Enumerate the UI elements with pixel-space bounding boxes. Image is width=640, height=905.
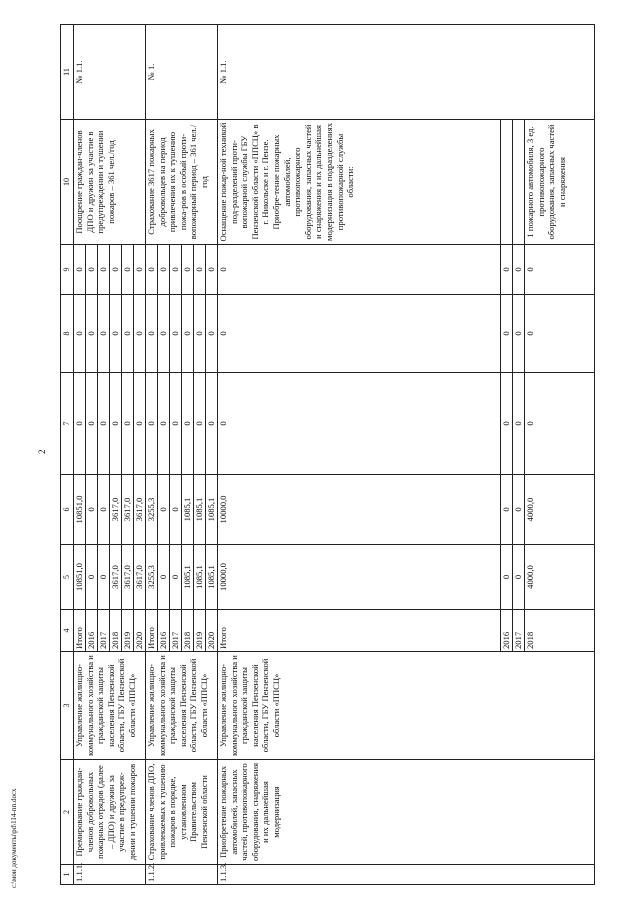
header-cell: 2 [61, 760, 74, 865]
value-cell: 0 [98, 475, 110, 545]
value-cell: 10000,0 [218, 475, 501, 545]
value-cell: 0 [194, 373, 206, 475]
empty-cell [501, 120, 513, 245]
value-cell: 0 [134, 373, 146, 475]
value-cell: 0 [170, 475, 182, 545]
value-cell: 0 [158, 295, 170, 373]
value-cell: 1085,1 [194, 545, 206, 610]
value-cell: 0 [98, 373, 110, 475]
value-cell: 0 [134, 295, 146, 373]
value-cell: 0 [218, 245, 501, 295]
value-cell: 3617,0 [122, 545, 134, 610]
value-cell: 0 [122, 245, 134, 295]
year-cell: Итого [74, 610, 86, 652]
table-row [146, 25, 158, 885]
value-cell: 0 [98, 545, 110, 610]
value-cell: 0 [513, 545, 525, 610]
value-cell: 0 [525, 373, 595, 475]
value-cell: 0 [74, 373, 86, 475]
rotated-table-container [60, 25, 620, 885]
value-cell: 0 [182, 295, 194, 373]
activity-name: Премирование граждан-членов добровольных пожарных отрядов (далее – ДПО) и дружин за участие в предупреж-дении и тушении пожаров [74, 760, 146, 865]
value-cell: 1085,1 [182, 475, 194, 545]
value-cell: 0 [170, 245, 182, 295]
value-cell: 0 [170, 373, 182, 475]
value-cell: 1085,1 [206, 475, 218, 545]
year-cell: 2017 [98, 610, 110, 652]
value-cell: 0 [218, 295, 501, 373]
value-cell: 0 [122, 373, 134, 475]
value-cell: 1085,1 [182, 545, 194, 610]
value-cell: 0 [501, 245, 513, 295]
value-cell: 0 [513, 245, 525, 295]
value-cell: 0 [158, 545, 170, 610]
header-row [61, 25, 74, 885]
value-cell: 0 [501, 545, 513, 610]
year-cell: 2017 [170, 610, 182, 652]
value-cell: 0 [122, 295, 134, 373]
value-cell: 0 [194, 245, 206, 295]
value-cell: 0 [74, 295, 86, 373]
value-cell: 0 [525, 245, 595, 295]
header-cell: 6 [61, 475, 74, 545]
value-cell: 3617,0 [122, 475, 134, 545]
activity-name: Страхование членов ДПО, привлекаемых к тушению пожаров в порядке, установленном Правительством Пензенской области [146, 760, 218, 865]
year-cell: 2018 [182, 610, 194, 652]
value-cell: 4000,0 [525, 475, 595, 545]
value-cell: 0 [194, 295, 206, 373]
empty-cell [513, 120, 525, 245]
indicator-ref: № 1.1. [218, 25, 595, 120]
value-cell: 10000,0 [218, 545, 501, 610]
value-cell: 0 [206, 245, 218, 295]
value-cell: 0 [182, 245, 194, 295]
header-cell: 1 [61, 865, 74, 885]
year-cell: Итого [146, 610, 158, 652]
value-cell: 3617,0 [110, 475, 122, 545]
year-cell: 2020 [134, 610, 146, 652]
table-row [218, 25, 501, 885]
value-cell: 10851,0 [74, 545, 86, 610]
value-cell: 0 [501, 373, 513, 475]
year-cell: 2017 [513, 610, 525, 652]
header-cell: 3 [61, 652, 74, 760]
header-cell: 5 [61, 545, 74, 610]
value-cell: 0 [110, 295, 122, 373]
value-cell: 0 [86, 245, 98, 295]
value-cell: 0 [74, 245, 86, 295]
value-cell: 0 [218, 373, 501, 475]
value-cell: 1085,1 [194, 475, 206, 545]
activity-code: 1.1.2. [146, 865, 218, 885]
table-row [74, 25, 86, 885]
page-number: 2 [37, 449, 47, 454]
year-cell: 2019 [194, 610, 206, 652]
value-cell: 0 [206, 373, 218, 475]
year-cell: 2016 [501, 610, 513, 652]
activity-executor: Управление жилищно-коммунального хозяйства и гражданской защиты населения Пензенской области, ГБУ Пензенской области «ППСЦ» [146, 652, 218, 760]
value-cell: 0 [170, 295, 182, 373]
activity-executor: Управление жилищно-коммунального хозяйства и гражданской защиты населения Пензенской области, ГБУ Пензенской области «ППСЦ» [74, 652, 146, 760]
activity-code: 1.1.1. [74, 865, 146, 885]
value-cell: 0 [170, 545, 182, 610]
activity-name: Приобретение пожарных автомобилей, запасных частей, противопожарного оборудования, снаряжения и их дальнейшая модернизация [218, 760, 595, 865]
activity-result: Оснащение пожар-ной техникой под-разделений проти-вопожарной службы ГБУ Пензенской области «ППСЦ» в г. Никольске и г. Пензе. Приобре-тение пожарных автомобилей, противопожарного оборудования, запасных частей и снаряжения и их дальнейшая модернизация в подразделениях противопожарной службы области: [218, 120, 501, 245]
indicator-ref: № 1.1. [74, 25, 146, 120]
header-cell: 10 [61, 120, 74, 245]
value-cell: 0 [158, 475, 170, 545]
value-cell: 4000,0 [525, 545, 595, 610]
value-cell: 0 [513, 373, 525, 475]
value-cell: 0 [98, 245, 110, 295]
value-cell: 0 [86, 475, 98, 545]
value-cell: 3255,3 [146, 475, 158, 545]
value-cell: 0 [525, 295, 595, 373]
activity-executor: Управление жилищно-коммунального хозяйства и гражданской защиты населения Пензенской области, ГБУ Пензенской области «ППСЦ» [218, 652, 595, 760]
value-cell: 0 [513, 295, 525, 373]
value-cell: 1085,1 [206, 545, 218, 610]
value-cell: 0 [182, 373, 194, 475]
activity-result: Поощрение граждан-членов ДПО и дружин за участие в предупреждении и тушении пожаров – 361 чел./год [74, 120, 146, 245]
value-cell: 0 [110, 245, 122, 295]
header-cell: 11 [61, 25, 74, 120]
value-cell: 3617,0 [134, 475, 146, 545]
year-cell: 2020 [206, 610, 218, 652]
value-cell: 0 [513, 475, 525, 545]
header-cell: 8 [61, 295, 74, 373]
value-cell: 0 [134, 245, 146, 295]
value-cell: 0 [86, 545, 98, 610]
program-activities-table [60, 24, 595, 885]
value-cell: 0 [146, 373, 158, 475]
value-cell: 0 [158, 245, 170, 295]
header-cell: 7 [61, 373, 74, 475]
activity-code: 1.1.3. [218, 865, 595, 885]
year-cell: 2018 [110, 610, 122, 652]
year-cell: 2016 [158, 610, 170, 652]
value-cell: 0 [110, 373, 122, 475]
value-cell: 0 [98, 295, 110, 373]
year-cell: 2016 [86, 610, 98, 652]
value-cell: 0 [206, 295, 218, 373]
value-cell: 0 [501, 295, 513, 373]
year-cell: Итого [218, 610, 501, 652]
header-cell: 9 [61, 245, 74, 295]
year-cell: 2018 [525, 610, 595, 652]
footer-file-path: c:\мои документы\pd\114-пп.docx [10, 788, 18, 888]
value-cell: 0 [501, 475, 513, 545]
value-cell: 0 [146, 295, 158, 373]
value-cell: 3617,0 [110, 545, 122, 610]
value-cell: 0 [86, 295, 98, 373]
indicator-ref: № 1. [146, 25, 218, 120]
activity-result: Страхование 3617 пожарных добровольцев на период привлечения их к тушению пожа-ров в особый проти-вопожарный период – 361 чел./год [146, 120, 218, 245]
activity-result-2018: 1 пожарного автомобиля, 3 ед. противопожарного оборудования, запасных частей и снаряжения [525, 120, 595, 245]
value-cell: 10851,0 [74, 475, 86, 545]
value-cell: 0 [146, 245, 158, 295]
value-cell: 3255,3 [146, 545, 158, 610]
value-cell: 0 [86, 373, 98, 475]
year-cell: 2019 [122, 610, 134, 652]
header-cell: 4 [61, 610, 74, 652]
value-cell: 3617,0 [134, 545, 146, 610]
value-cell: 0 [158, 373, 170, 475]
